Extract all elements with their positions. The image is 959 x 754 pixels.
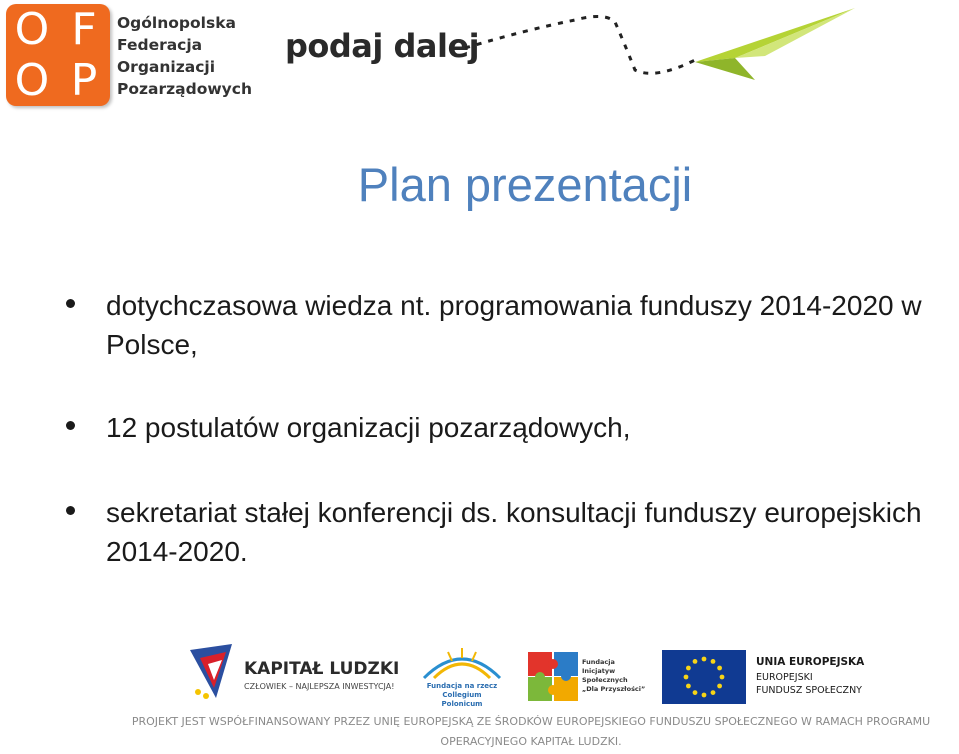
ue-subtitle-line: EUROPEJSKI <box>756 672 813 683</box>
bullet-item <box>66 493 936 571</box>
ofop-logo-letter: O <box>14 3 50 55</box>
bullet-text: dotychczasowa wiedza nt. programowania funduszy 2014-2020 w Polsce, <box>106 290 922 360</box>
kapital-ludzki-tagline: CZŁOWIEK – NAJLEPSZA INWESTYCJA! <box>244 682 395 691</box>
fundacja-inicjatyw-name <box>582 658 652 694</box>
fundacja-inicjatyw-line: Fundacja <box>582 658 615 666</box>
slide-title: Plan prezentacji <box>357 158 693 211</box>
puzzle-icon <box>526 650 580 702</box>
funding-statement <box>96 712 959 752</box>
bullet-text: 12 postulatów organizacji pozarządowych, <box>106 412 631 443</box>
ue-subtitle-line: FUNDUSZ SPOŁECZNY <box>756 685 862 696</box>
sun-arc-icon <box>420 644 504 682</box>
bullet-item <box>66 408 936 447</box>
bullet-text: sekretariat stałej konferencji ds. konsultacji funduszy europejskich 2014-2020. <box>106 497 922 567</box>
paper-plane-icon <box>455 0 875 90</box>
ofop-name <box>117 12 257 100</box>
ofop-name-line: Pozarządowych <box>117 80 253 98</box>
fundacja-polonicum-line: Fundacja na rzecz <box>426 682 498 690</box>
bullet-list <box>66 286 936 615</box>
fundacja-polonicum-name <box>422 682 502 709</box>
funding-line: PROJEKT JEST WSPÓŁFINANSOWANY PRZEZ UNIĘ EUROPEJSKĄ ZE ŚRODKÓW EUROPEJSKIEGO FUNDUSZU SPOŁECZNEGO W RAMACH PROGRAMU <box>131 715 931 728</box>
funding-line: OPERACYJNEGO KAPITAŁ LUDZKI. <box>440 735 622 748</box>
ofop-name-line: Federacja <box>117 36 203 54</box>
ofop-logo-letter: F <box>71 3 97 55</box>
bullet-item <box>66 286 936 364</box>
bullet-dot-icon <box>66 421 75 430</box>
ue-title: UNIA EUROPEJSKA <box>756 656 865 668</box>
fundacja-inicjatyw-line: Inicjatyw <box>582 667 616 675</box>
fundacja-inicjatyw-line: „Dla Przyszłości” <box>582 685 646 693</box>
bullet-dot-icon <box>66 506 75 515</box>
ofop-logo <box>6 4 110 106</box>
ofop-name-line: Organizacji <box>117 58 216 76</box>
fundacja-polonicum-line: Collegium Polonicum <box>441 691 483 708</box>
fundacja-inicjatyw-line: Społecznych <box>582 676 628 684</box>
ofop-logo-letter: O <box>14 54 50 106</box>
kapital-ludzki-emblem-icon <box>186 640 238 702</box>
podaj-dalej-logo: podaj dalej <box>285 27 480 65</box>
bullet-dot-icon <box>66 299 75 308</box>
ofop-name-line: Ogólnopolska <box>117 14 236 32</box>
ofop-logo-letter: P <box>70 54 98 106</box>
eu-flag-icon <box>662 650 746 704</box>
ue-subtitle <box>756 671 862 697</box>
kapital-ludzki-name: KAPITAŁ LUDZKI <box>244 659 400 679</box>
